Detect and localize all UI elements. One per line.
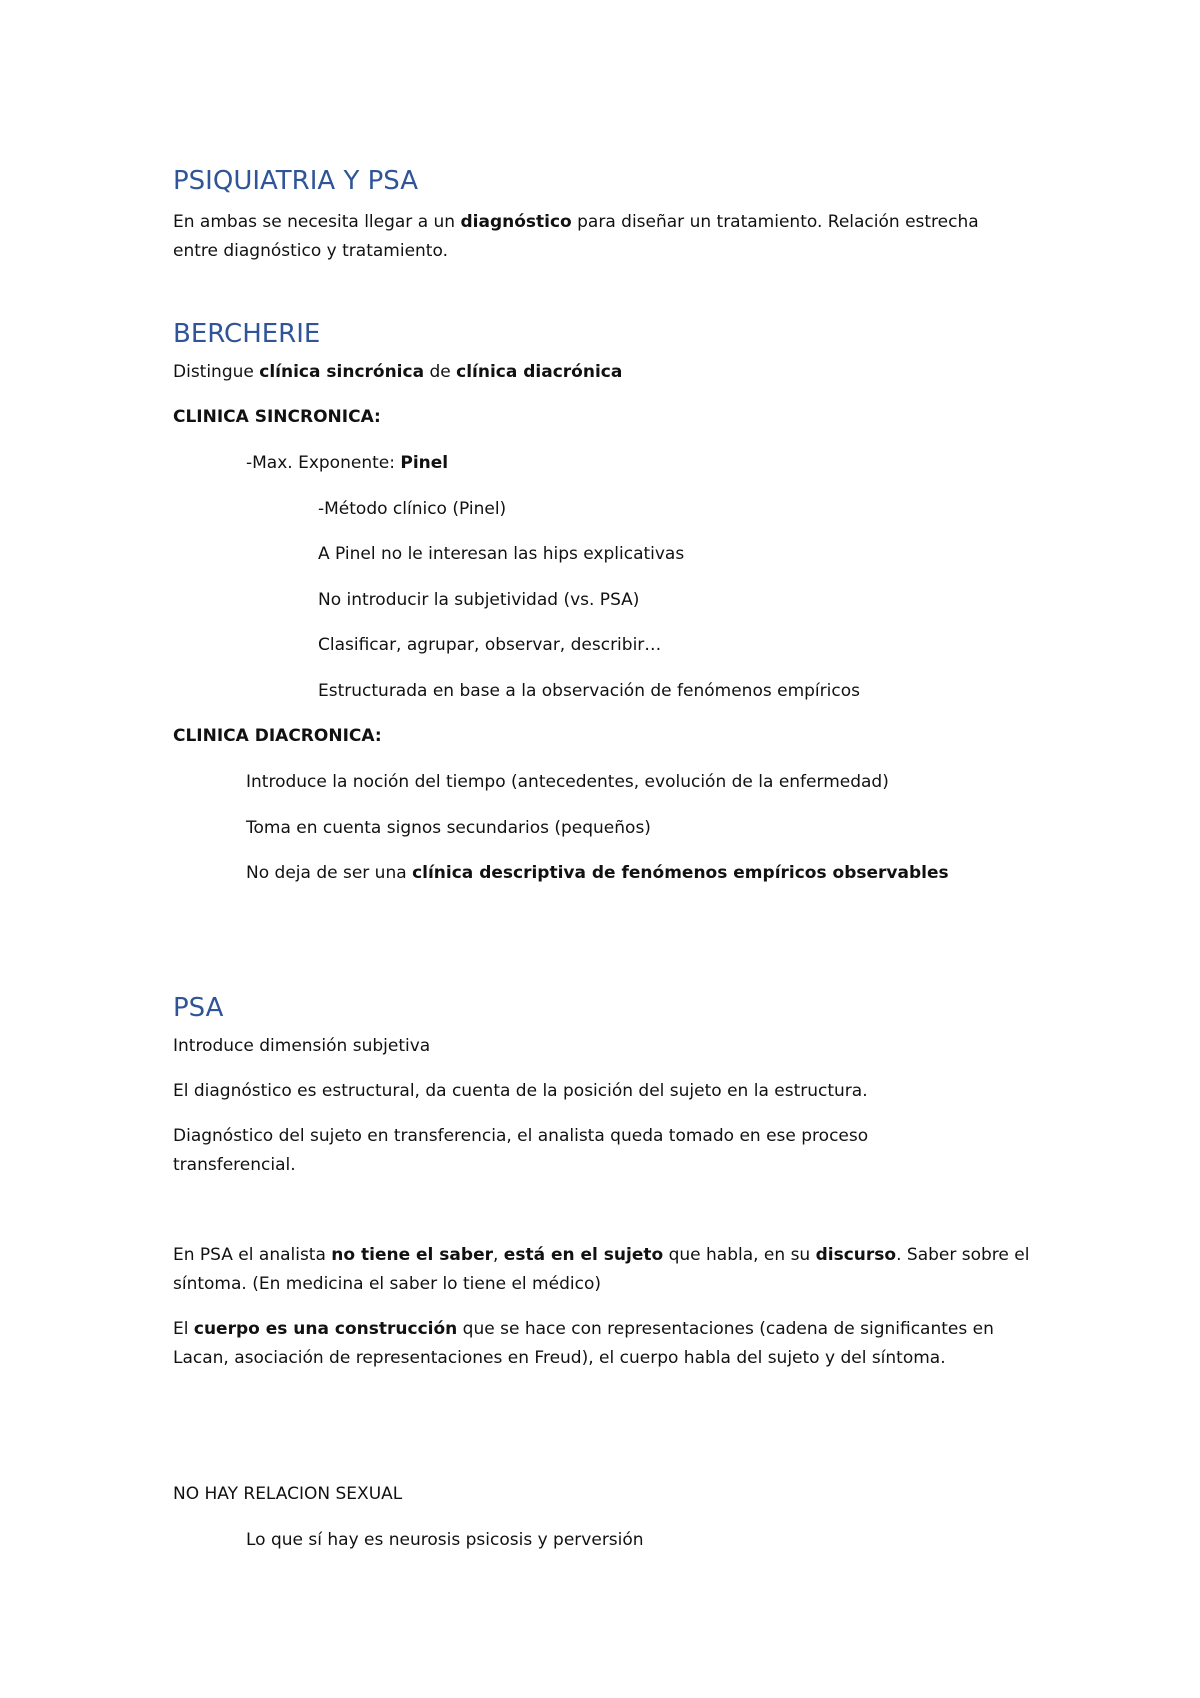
diacronica-item: No deja de ser una clínica descriptiva de fenómenos empíricos observables (246, 863, 949, 883)
heading-psa: PSA (173, 993, 224, 1023)
label-clinica-sincronica: CLINICA SINCRONICA: (173, 407, 381, 427)
psa-paragraph-2: El diagnóstico es estructural, da cuenta de la posición del sujeto en la estructura. (173, 1081, 868, 1101)
nhrs-line: Lo que sí hay es neurosis psicosis y perversión (246, 1530, 644, 1550)
diacronica-item: Introduce la noción del tiempo (antecedentes, evolución de la enfermedad) (246, 772, 889, 792)
psa-paragraph-4-line-2: síntoma. (En medicina el saber lo tiene el médico) (173, 1274, 601, 1294)
psa-paragraph-5-line-2: Lacan, asociación de representaciones en Freud), el cuerpo habla del sujeto y del síntoma. (173, 1348, 946, 1368)
sincronica-item: -Método clínico (Pinel) (318, 499, 507, 519)
heading-psiquiatria-y-psa: PSIQUIATRIA Y PSA (173, 166, 419, 196)
diacronica-item: Toma en cuenta signos secundarios (pequeños) (246, 818, 651, 838)
psa-paragraph-1: Introduce dimensión subjetiva (173, 1036, 431, 1056)
heading-bercherie: BERCHERIE (173, 319, 321, 349)
psa-paragraph-3-line-1: Diagnóstico del sujeto en transferencia, el analista queda tomado en ese proceso (173, 1126, 869, 1146)
intro-line-2: entre diagnóstico y tratamiento. (173, 241, 448, 261)
psa-paragraph-3-line-2: transferencial. (173, 1155, 296, 1175)
label-no-hay-relacion-sexual: NO HAY RELACION SEXUAL (173, 1484, 403, 1504)
sincronica-item: Estructurada en base a la observación de fenómenos empíricos (318, 681, 860, 701)
distingue-line: Distingue clínica sincrónica de clínica diacrónica (173, 362, 623, 382)
sincronica-item: Clasificar, agrupar, observar, describir… (318, 635, 662, 655)
intro-line-1: En ambas se necesita llegar a un diagnóstico para diseñar un tratamiento. Relación estrecha (173, 212, 979, 232)
sincronica-item: A Pinel no le interesan las hips explicativas (318, 544, 685, 564)
max-exponente-line: -Max. Exponente: Pinel (246, 453, 449, 473)
psa-paragraph-5-line-1: El cuerpo es una construcción que se hace con representaciones (cadena de significantes en (173, 1319, 994, 1339)
sincronica-item: No introducir la subjetividad (vs. PSA) (318, 590, 640, 610)
psa-paragraph-4-line-1: En PSA el analista no tiene el saber, está en el sujeto que habla, en su discurso. Saber sobre el (173, 1245, 1030, 1265)
label-clinica-diacronica: CLINICA DIACRONICA: (173, 726, 382, 746)
